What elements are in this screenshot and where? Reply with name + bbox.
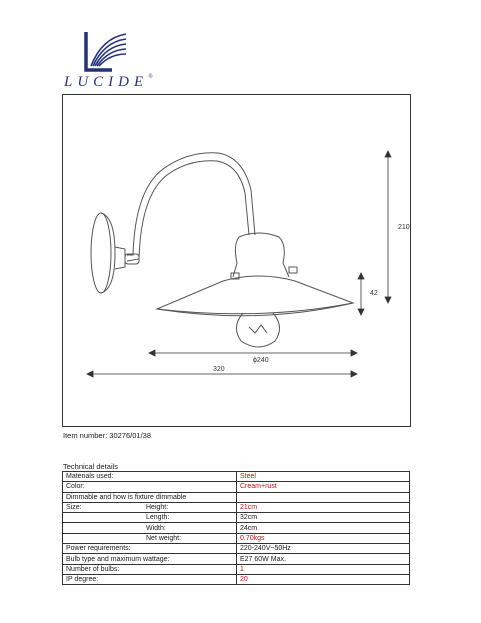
table-row (63, 492, 410, 502)
spec-label: IP degree: (66, 576, 99, 584)
cage-top (239, 233, 279, 237)
shade-shape (157, 276, 353, 314)
spec-label: Size: (66, 504, 82, 512)
spec-value: 24cm (237, 523, 410, 533)
table-row (63, 544, 410, 554)
table-row (63, 513, 410, 523)
spec-sublabel: Net weight: (146, 534, 182, 542)
table-row (63, 472, 410, 482)
brand-name-text: LUCIDE (64, 74, 149, 90)
table-row (63, 523, 410, 533)
spec-value: Steel (237, 472, 410, 482)
item-number-label: Item number: (63, 431, 108, 440)
table-row (63, 574, 410, 584)
lucide-logo (62, 30, 152, 96)
arm-inner (127, 161, 249, 261)
spec-label-cell (63, 523, 237, 533)
spec-label-cell (63, 482, 237, 492)
table-row (63, 533, 410, 543)
spec-label: Number of bulbs: (66, 565, 120, 573)
wall-plate-shape (91, 213, 111, 293)
technical-details-title: Technical details (63, 462, 119, 471)
brand-trademark: ® (148, 74, 153, 80)
spec-label: Materials used: (66, 473, 114, 481)
spec-sublabel: Length: (146, 514, 170, 522)
lamp-drawing (63, 95, 412, 428)
table-row (63, 502, 410, 512)
cage-left (233, 237, 239, 277)
bracket-shape (115, 247, 125, 269)
spec-value: 32cm (237, 513, 410, 523)
bulb-filament (249, 325, 267, 333)
spec-value: 0.70kgs (237, 533, 410, 543)
spec-value: 220-240V~50Hz (237, 544, 410, 554)
table-row (63, 564, 410, 574)
arm-outer (127, 153, 255, 255)
table-row (63, 554, 410, 564)
dimension-overall-height: 210 (398, 224, 410, 231)
spec-label-cell (63, 533, 237, 543)
lucide-logo-icon (82, 30, 128, 72)
product-drawing (62, 94, 411, 427)
spec-label: Dimmable and how is fixture dimmable (66, 493, 187, 501)
spec-label-cell (63, 502, 237, 512)
spec-label: Power requirements: (66, 545, 131, 553)
cage-clip-right (289, 267, 297, 273)
spec-sublabel: Width: (146, 524, 166, 532)
cage-right (279, 237, 289, 277)
spec-value: 1 (237, 564, 410, 574)
spec-label-cell (63, 554, 237, 564)
spec-sublabel: Height: (146, 504, 169, 512)
spec-value: 20 (237, 574, 410, 584)
spec-label-cell (63, 472, 237, 482)
dimension-projection: 320 (213, 366, 225, 373)
spec-label-cell (63, 513, 237, 523)
bulb-shape (236, 313, 279, 347)
spec-label: Color: (66, 483, 85, 491)
spec-value: Cream+rust (237, 482, 410, 492)
dimension-shade-height: 42 (370, 290, 378, 297)
technical-details-table (62, 471, 410, 585)
spec-label-cell (63, 564, 237, 574)
spec-label: Bulb type and maximum wattage: (66, 555, 170, 563)
dimension-shade-diameter: ϕ240 (253, 357, 269, 364)
table-row (63, 482, 410, 492)
brand-name (64, 74, 153, 91)
item-number-value: 30276/01/38 (109, 431, 151, 440)
spec-label-cell (63, 544, 237, 554)
spec-value (237, 492, 410, 502)
item-number (63, 431, 151, 440)
spec-value: E27 60W Max. (237, 554, 410, 564)
spec-label-cell (63, 492, 237, 502)
spec-label-cell (63, 574, 237, 584)
spec-value: 21cm (237, 502, 410, 512)
